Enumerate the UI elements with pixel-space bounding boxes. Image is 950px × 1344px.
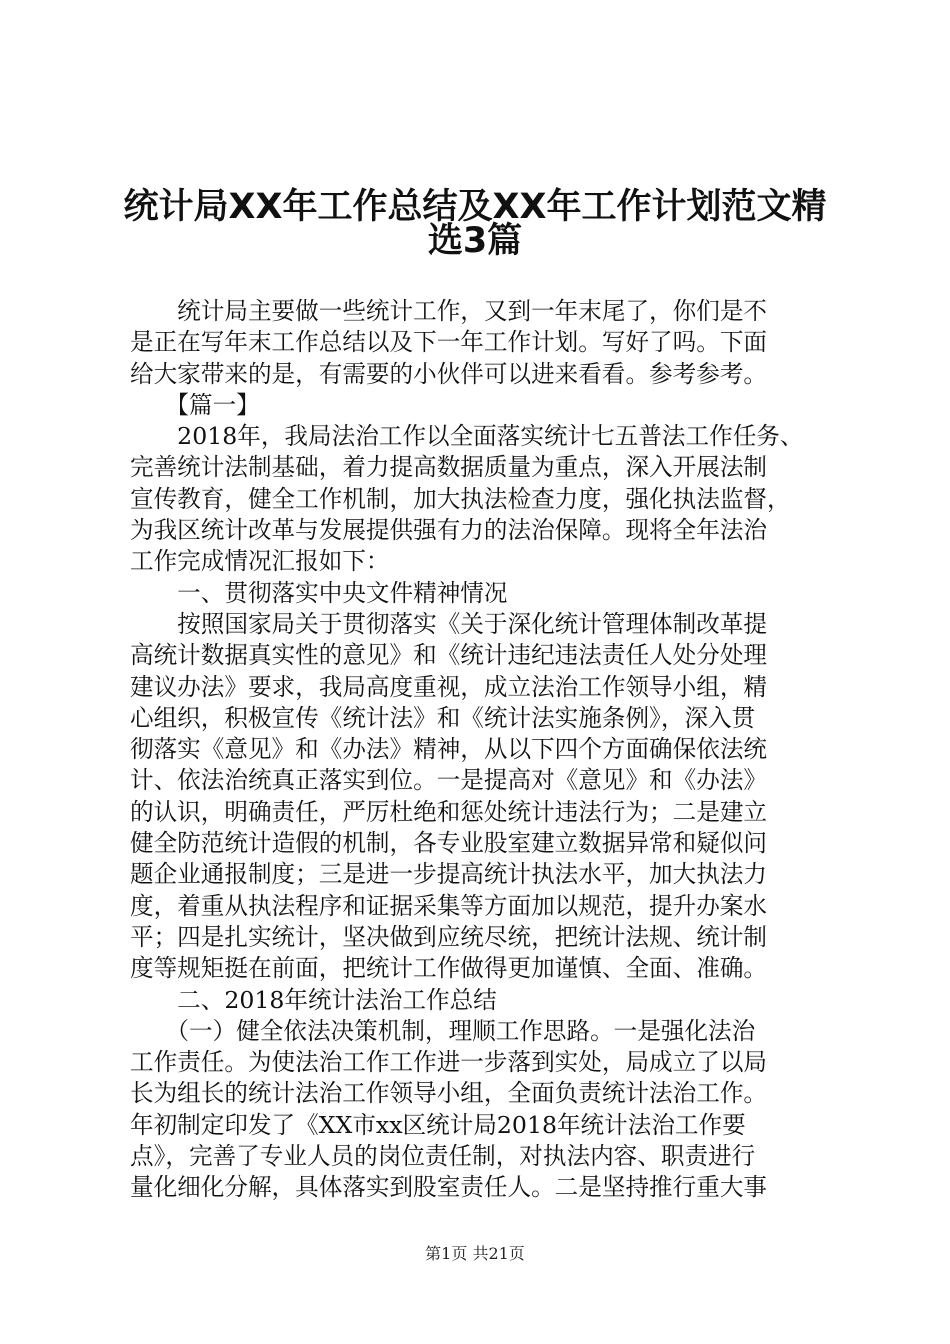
body-text-line: 按照国家局关于贯彻落实《关于深化统计管理体制改革提 — [130, 609, 768, 638]
body-text-line: 建议办法》要求，我局高度重视，成立法治工作领导小组，精 — [130, 672, 768, 701]
body-text-line: 【篇一】 — [130, 390, 260, 419]
body-text-line: 是正在写年末工作总结以及下一年工作计划。写好了吗。下面 — [130, 328, 768, 357]
body-text-line: 度，着重从执法程序和证据采集等方面加以规范，提升办案水 — [130, 891, 768, 920]
body-text-line: 彻落实《意见》和《办法》精神，从以下四个方面确保依法统 — [130, 735, 768, 764]
body-text-line: 平；四是扎实统计，坚决做到应统尽统，把统计法规、统计制 — [130, 922, 768, 951]
body-text-line: 高统计数据真实性的意见》和《统计违纪违法责任人处分处理 — [130, 641, 768, 670]
body-text-line: 给大家带来的是，有需要的小伙伴可以进来看看。参考参考。 — [130, 359, 768, 388]
body-text-line: 宣传教育，健全工作机制，加大执法检查力度，强化执法监督， — [130, 484, 791, 513]
body-text-line: 2018年，我局法治工作以全面落实统计七五普法工作任务、 — [130, 422, 804, 451]
body-text-line: 长为组长的统计法治工作领导小组，全面负责统计法治工作。 — [130, 1079, 768, 1108]
body-text-line: 量化细化分解，具体落实到股室责任人。二是坚持推行重大事 — [130, 1173, 768, 1202]
body-text-line: 工作完成情况汇报如下： — [130, 547, 390, 576]
body-text-line: 年初制定印发了《XX市xx区统计局2018年统计法治工作要 — [130, 1110, 746, 1139]
body-text-line: 度等规矩挺在前面，把统计工作做得更加谨慎、全面、准确。 — [130, 954, 768, 983]
body-text-line: 工作责任。为使法治工作工作进一步落到实处，局成立了以局 — [130, 1048, 768, 1077]
body-text-line: 健全防范统计造假的机制，各专业股室建立数据异常和疑似问 — [130, 829, 768, 858]
page-footer: 第1页 共21页 — [425, 1244, 525, 1263]
document-body — [130, 296, 830, 1204]
body-text-line: 点》，完善了专业人员的岗位责任制，对执法内容、职责进行 — [130, 1142, 756, 1171]
body-text-line: 题企业通报制度；三是进一步提高统计执法水平，加大执法力 — [130, 860, 768, 889]
body-text-line: 完善统计法制基础，着力提高数据质量为重点，深入开展法制 — [130, 453, 768, 482]
document-title-line-1: 统计局XX年工作总结及XX年工作计划范文精 — [123, 187, 827, 227]
body-text-line: 心组织，积极宣传《统计法》和《统计法实施条例》，深入贯 — [130, 703, 756, 732]
body-text-line: 为我区统计改革与发展提供强有力的法治保障。现将全年法治 — [130, 516, 768, 545]
body-text-line: 的认识，明确责任，严厉杜绝和惩处统计违法行为；二是建立 — [130, 797, 768, 826]
body-text-line: 二、2018年统计法治工作总结 — [130, 985, 497, 1014]
document-title-line-2: 选3篇 — [427, 221, 523, 261]
body-text-line: 计、依法治统真正落实到位。一是提高对《意见》和《办法》 — [130, 766, 768, 795]
body-text-line: 统计局主要做一些统计工作，又到一年末尾了，你们是不 — [130, 297, 768, 325]
body-text-line: （一）健全依法决策机制，理顺工作思路。一是强化法治 — [130, 1016, 756, 1045]
body-text-line: 一、贯彻落实中央文件精神情况 — [130, 578, 508, 607]
